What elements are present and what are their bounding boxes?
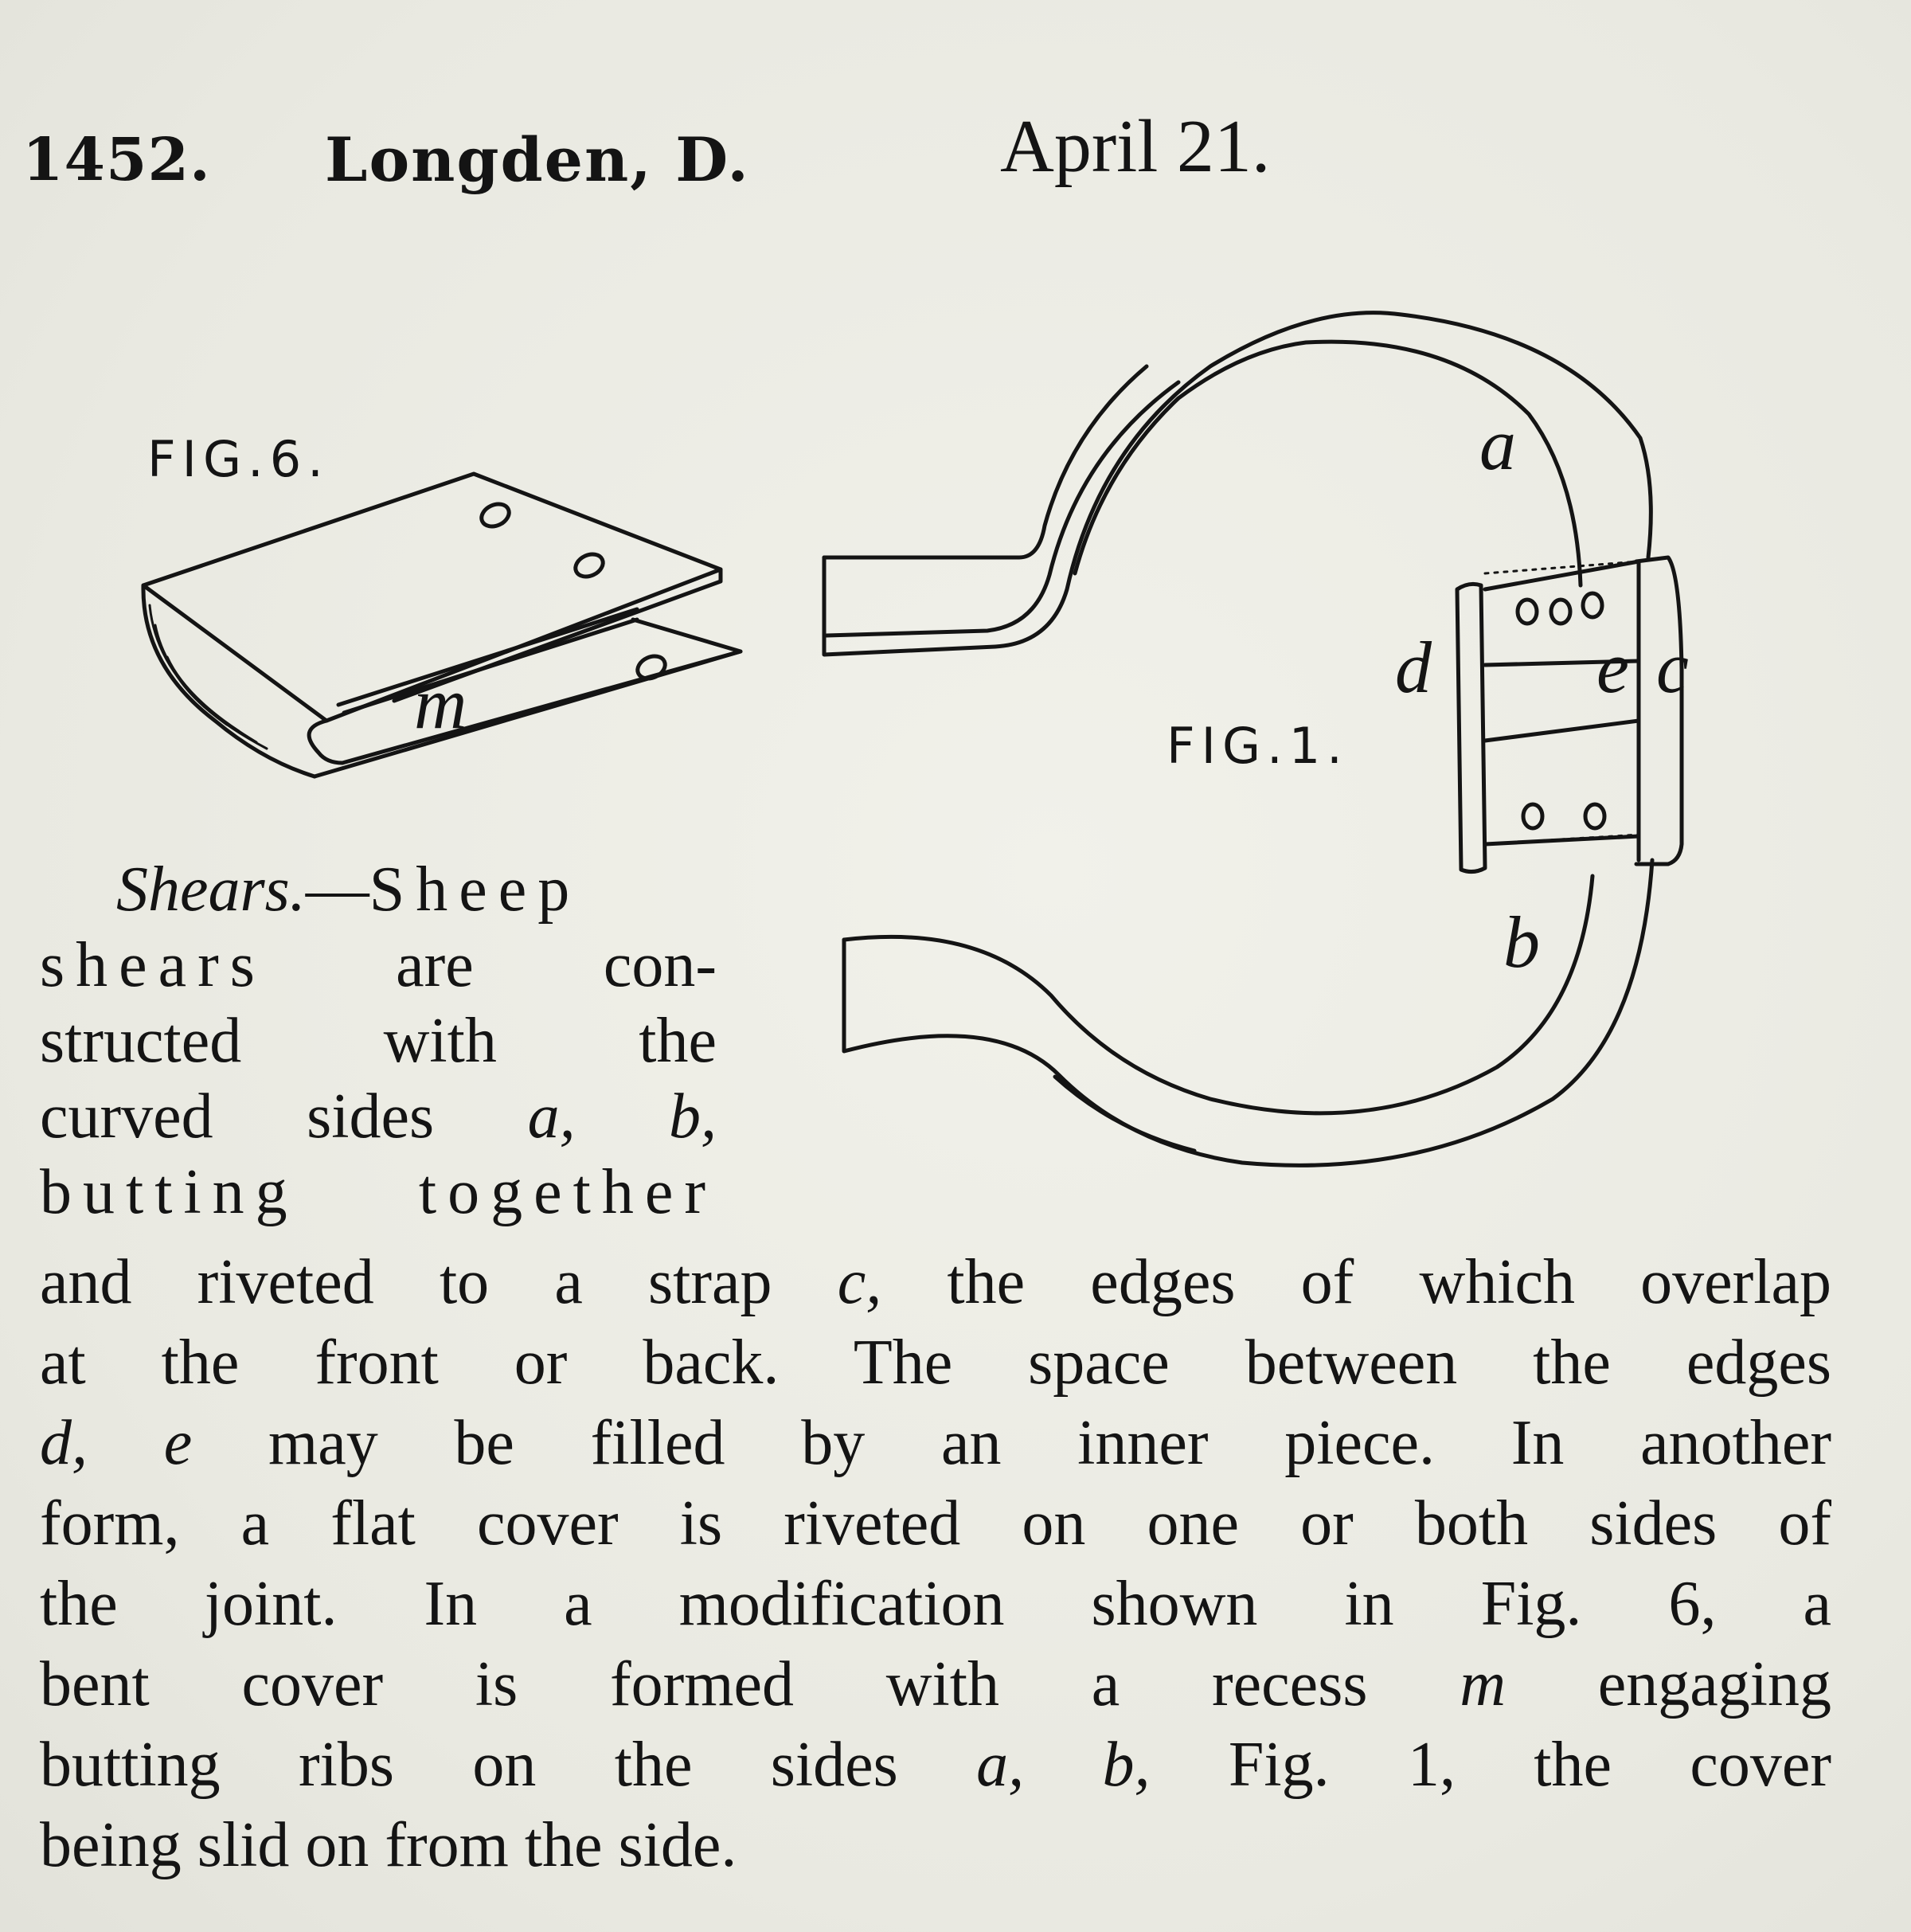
filing-date: April 21. xyxy=(1000,105,1271,188)
patent-number: 1452. xyxy=(22,126,211,194)
fig1-label: FIG.1. xyxy=(1167,717,1349,775)
text-line-11: bent cover is formed with a recess m engaging xyxy=(40,1649,1832,1719)
label-e: e xyxy=(1596,627,1629,708)
applicant-name: Longden, D. xyxy=(325,124,750,195)
text-line-2: shears are con- xyxy=(40,930,717,1000)
label-c: c xyxy=(1656,627,1689,708)
text-line-1: Shears.—Sheep xyxy=(116,855,581,925)
text-line-10: the joint. In a modification shown in Fig. 6, a xyxy=(40,1569,1831,1639)
label-m: m xyxy=(414,663,467,744)
text-line-5: butting together xyxy=(40,1157,717,1227)
text-line-9: form, a flat cover is riveted on one or both sides of xyxy=(40,1488,1831,1559)
label-b: b xyxy=(1503,901,1540,983)
abstract-intro xyxy=(40,852,717,1230)
text-line-6: and riveted to a strap c, the edges of which overlap xyxy=(40,1247,1832,1317)
text-line-3: structed with the xyxy=(40,1006,717,1076)
text-line-13: being slid on from the side. xyxy=(40,1810,737,1880)
text-line-4: curved sides a, b, xyxy=(40,1081,717,1152)
fig6-label: FIG.6. xyxy=(147,430,330,488)
text-line-12: butting ribs on the sides a, b, Fig. 1, the cover xyxy=(40,1730,1832,1800)
abstract-body xyxy=(40,1242,1831,1886)
abstract-title: Shears. xyxy=(116,855,306,925)
label-d: d xyxy=(1395,627,1432,708)
label-a: a xyxy=(1479,404,1516,485)
text-line-7: at the front or back. The space between the edges xyxy=(40,1328,1831,1398)
text-line-8: d, e may be filled by an inner piece. In another xyxy=(40,1408,1831,1478)
